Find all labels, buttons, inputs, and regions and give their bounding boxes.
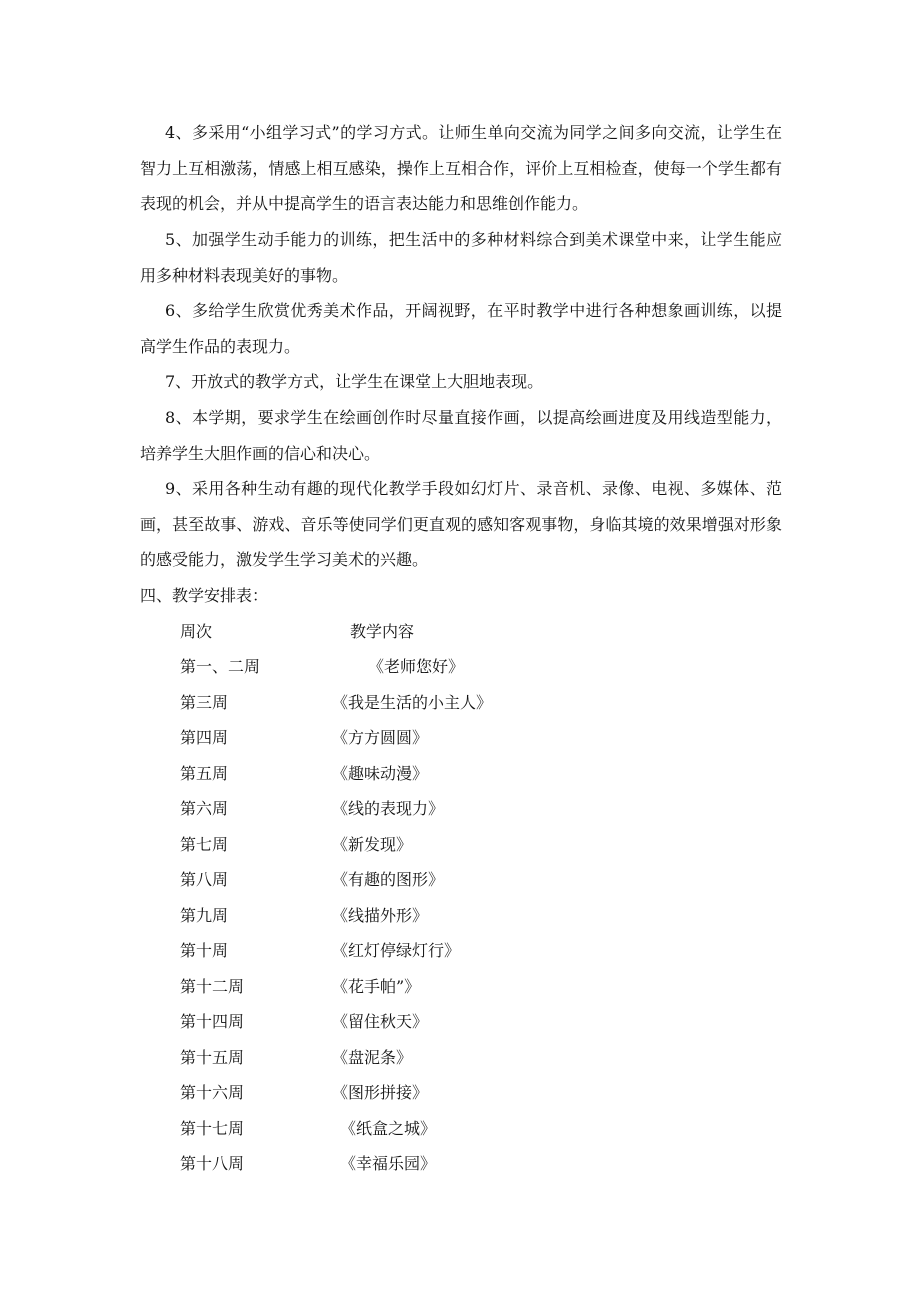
schedule-content: 《盘泥条》 — [332, 1048, 413, 1067]
schedule-week: 第十八周 — [180, 1154, 245, 1173]
schedule-week: 第六周 — [180, 799, 229, 818]
schedule-content: 《趣味动漫》 — [332, 764, 429, 783]
schedule-row — [180, 1004, 740, 1040]
schedule-content: 《新发现》 — [332, 835, 413, 854]
schedule-row — [180, 1075, 740, 1111]
schedule-content: 《留住秋天》 — [332, 1012, 429, 1031]
schedule-row — [180, 933, 740, 969]
schedule-week: 第十周 — [180, 941, 229, 960]
schedule-week: 第五周 — [180, 764, 229, 783]
schedule-week: 第九周 — [180, 906, 229, 925]
schedule-week: 第十六周 — [180, 1083, 245, 1102]
schedule-row — [180, 720, 740, 756]
schedule-week: 第十二周 — [180, 977, 245, 996]
paragraph-item-4: 4、多采用“小组学习式”的学习方式。让师生单向交流为同学之间多向交流，让学生在智力上互相激荡，情感上相互感染，操作上互相合作，评价上互相检查，使每一个学生都有表现的机会，并从中提高学生的语言表达能力和思维创作能力。 — [140, 123, 782, 213]
schedule-week: 第一、二周 — [180, 657, 261, 676]
schedule-week: 第十四周 — [180, 1012, 245, 1031]
schedule-week: 第十五周 — [180, 1048, 245, 1067]
schedule-content: 《线的表现力》 — [332, 799, 445, 818]
schedule-header — [180, 614, 740, 650]
schedule-content: 《线描外形》 — [332, 906, 429, 925]
schedule-content: 《幸福乐园》 — [340, 1154, 437, 1173]
schedule-row — [180, 649, 740, 685]
schedule-row — [180, 1146, 740, 1182]
schedule-row — [180, 862, 740, 898]
paragraph-item-7: 7、开放式的教学方式，让学生在课堂上大胆地表现。 — [165, 372, 544, 391]
schedule-week: 第十七周 — [180, 1119, 245, 1138]
schedule-week: 第三周 — [180, 693, 229, 712]
header-week: 周次 — [180, 622, 213, 641]
paragraph-item-8: 8、本学期，要求学生在绘画创作时尽量直接作画，以提高绘画进度及用线造型能力，培养学生大胆作画的信心和决心。 — [140, 408, 782, 463]
schedule-row — [180, 827, 740, 863]
schedule-week: 第四周 — [180, 728, 229, 747]
header-content: 教学内容 — [350, 622, 415, 641]
section-heading: 四、教学安排表： — [140, 586, 269, 605]
schedule-content: 《方方圆圆》 — [332, 728, 429, 747]
paragraph-item-5: 5、加强学生动手能力的训练，把生活中的多种材料综合到美术课堂中来，让学生能应用多种材料表现美好的事物。 — [140, 230, 782, 285]
schedule-row — [180, 969, 740, 1005]
schedule-week: 第七周 — [180, 835, 229, 854]
schedule-row — [180, 1040, 740, 1076]
schedule-row — [180, 756, 740, 792]
schedule-content: 《红灯停绿灯行》 — [332, 941, 461, 960]
schedule-row — [180, 791, 740, 827]
schedule-row — [180, 1111, 740, 1147]
schedule-content: 《老师您好》 — [368, 657, 465, 676]
schedule-content: 《花手帕”》 — [332, 977, 421, 996]
paragraph-item-6: 6、多给学生欣赏优秀美术作品，开阔视野，在平时教学中进行各种想象画训练，以提高学生作品的表现力。 — [140, 301, 782, 356]
schedule-content: 《纸盒之城》 — [340, 1119, 437, 1138]
schedule-row — [180, 685, 740, 721]
schedule-content: 《我是生活的小主人》 — [332, 693, 493, 712]
schedule-content: 《有趣的图形》 — [332, 870, 445, 889]
schedule-content: 《图形拼接》 — [332, 1083, 429, 1102]
schedule-row — [180, 898, 740, 934]
paragraph-item-9: 9、采用各种生动有趣的现代化教学手段如幻灯片、录音机、录像、电视、多媒体、范画，甚至故事、游戏、音乐等使同学们更直观的感知客观事物，身临其境的效果增强对形象的感受能力，激发学生学习美术的兴趣。 — [140, 479, 782, 569]
schedule-week: 第八周 — [180, 870, 229, 889]
